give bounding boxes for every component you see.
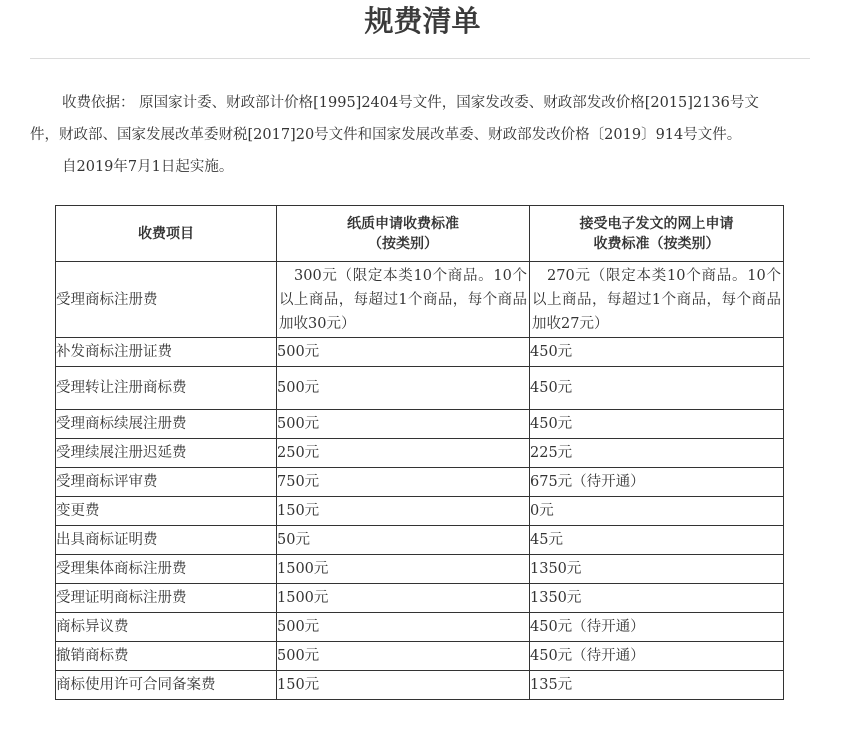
title-divider [30,58,810,59]
table-row [56,642,784,671]
row-item: 受理商标续展注册费 [56,410,277,439]
table-row [56,410,784,439]
row-online-fee: 1350元 [530,555,784,584]
table-row [56,555,784,584]
table-row [56,262,784,338]
table-row [56,584,784,613]
row-item: 商标使用许可合同备案费 [56,671,277,700]
row-paper-fee: 500元 [277,338,530,367]
row-paper-fee: 1500元 [277,555,530,584]
row-paper-fee: 150元 [277,497,530,526]
row-paper-fee: 500元 [277,410,530,439]
row-online-fee: 450元 [530,410,784,439]
row-online-fee: 0元 [530,497,784,526]
row-item: 受理转让注册商标费 [56,367,277,410]
header-item-label: 收费项目 [138,225,194,242]
row-item: 商标异议费 [56,613,277,642]
row-online-fee: 1350元 [530,584,784,613]
table-row [56,367,784,410]
table-row [56,497,784,526]
page-title: 规费清单 [364,4,481,38]
basis-paragraph-line1: 收费依据： 原国家计委、财政部计价格[1995]2404号文件，国家发改委、财政部发改价格[2015]2136号文 [62,95,759,111]
row-paper-fee: 300元（限定本类10个商品。10个以上商品，每超过1个商品，每个商品加收30元） [277,262,530,338]
row-online-fee: 450元 [530,338,784,367]
row-online-fee: 675元（待开通） [530,468,784,497]
row-item: 受理商标评审费 [56,468,277,497]
row-paper-fee: 750元 [277,468,530,497]
row-online-fee: 45元 [530,526,784,555]
header-online-line2: 收费标准（按类别） [593,235,720,252]
effective-date: 自2019年7月1日起实施。 [62,159,234,175]
row-item: 受理续展注册迟延费 [56,439,277,468]
row-paper-fee: 150元 [277,671,530,700]
table-row [56,439,784,468]
row-item: 出具商标证明费 [56,526,277,555]
row-paper-fee: 1500元 [277,584,530,613]
table-row [56,526,784,555]
row-item: 撤销商标费 [56,642,277,671]
row-online-fee: 270元（限定本类10个商品。10个以上商品，每超过1个商品，每个商品加收27元） [530,262,784,338]
row-online-fee: 450元（待开通） [530,642,784,671]
header-paper-line1: 纸质申请收费标准 [347,215,459,232]
row-item: 补发商标注册证费 [56,338,277,367]
row-paper-fee: 500元 [277,367,530,410]
header-online [530,206,784,262]
header-paper-line2: （按类别） [368,235,438,252]
header-online-line1: 接受电子发文的网上申请 [579,215,734,232]
header-item [56,206,277,262]
table-row [56,613,784,642]
fee-table [55,205,784,700]
header-paper [277,206,530,262]
fee-table-header [56,206,784,262]
row-item: 变更费 [56,497,277,526]
row-paper-fee: 50元 [277,526,530,555]
table-row [56,338,784,367]
row-online-fee: 225元 [530,439,784,468]
row-online-fee: 450元 [530,367,784,410]
row-item: 受理证明商标注册费 [56,584,277,613]
row-online-fee: 450元（待开通） [530,613,784,642]
row-paper-fee: 500元 [277,613,530,642]
row-paper-fee: 250元 [277,439,530,468]
table-row [56,671,784,700]
basis-paragraph-line2: 件，财政部、国家发展改革委财税[2017]20号文件和国家发展改革委、财政部发改价格〔2019〕914号文件。 [30,127,742,143]
row-paper-fee: 500元 [277,642,530,671]
table-row [56,468,784,497]
row-online-fee: 135元 [530,671,784,700]
row-item: 受理集体商标注册费 [56,555,277,584]
row-item: 受理商标注册费 [56,262,277,338]
